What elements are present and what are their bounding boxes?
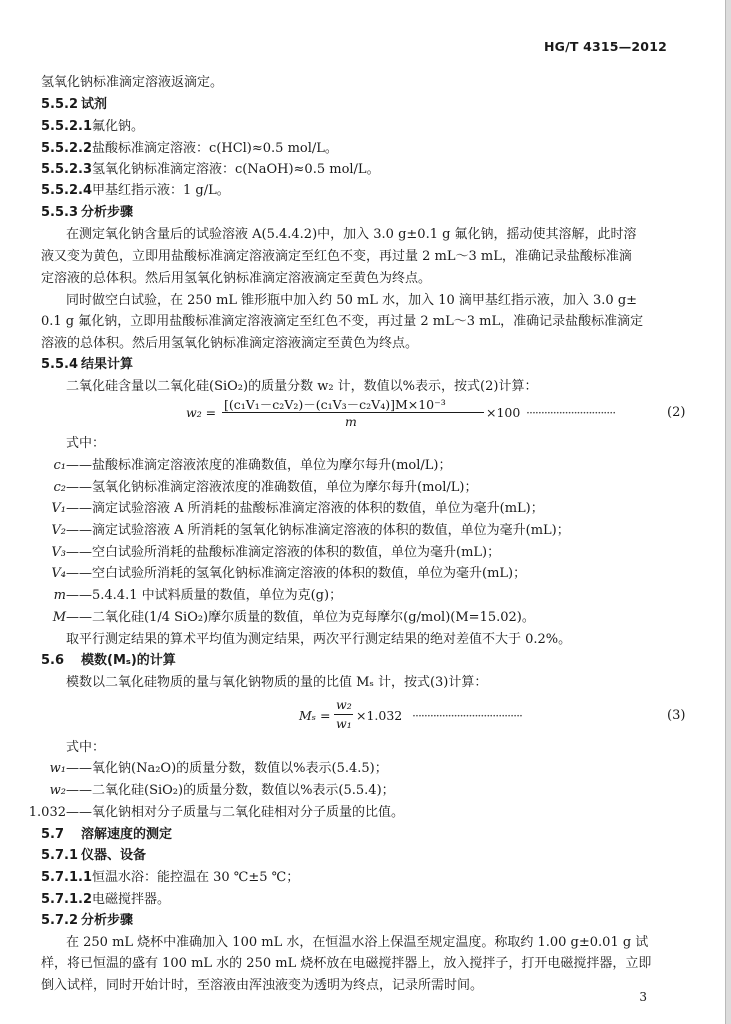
definition-m: m——5.4.4.1 中试料质量的数值，单位为克(g)； (53, 588, 343, 603)
clause-5-7-1-1: 5.7.1.1恒温水浴：能控温在 30 ℃±5 ℃； (41, 870, 300, 885)
definition-c1: c₁——盐酸标准滴定溶液浓度的准确数值，单位为摩尔每升(mol/L)； (53, 458, 452, 473)
standard-code: HG/T 4315—2012 (543, 39, 667, 54)
eq2-leader-dots: ······························ (526, 405, 616, 420)
paragraph-line: 液又变为黄色，立即用盐酸标准滴定溶液滴定至红色不变，再过量 2 mL～3 mL，准确记录盐酸标准滴 (41, 249, 632, 264)
section-heading-5-5-4: 5.5.4 结果计算 (41, 357, 134, 372)
paragraph-line: 样，将已恒温的盛有 100 mL 水的 250 mL 烧杯放在电磁搅拌器上，放入搅拌子，打开电磁搅拌器，立即 (41, 956, 652, 971)
definition-ratio: 1.032——氧化钠相对分子质量与二氧化硅相对分子质量的比值。 (28, 805, 405, 820)
eq2-fraction-bar (222, 412, 484, 413)
clause-5-7-1-2: 5.7.1.2电磁搅拌器。 (41, 892, 171, 907)
eq2-number: (2) (667, 405, 686, 420)
paragraph-line: 在测定氧化钠含量后的试验溶液 A(5.4.4.2)中，加入 3.0 g±0.1 g 氟化钠，摇动使其溶解，此时溶 (66, 227, 637, 242)
paragraph-line: 模数以二氧化硅物质的量与氧化钠物质的量的比值 Mₛ 计，按式(3)计算： (66, 675, 488, 690)
page-number: 3 (639, 990, 647, 1004)
definition-w2: w₂——二氧化硅(SiO₂)的质量分数，数值以%表示(5.5.4)； (49, 783, 395, 798)
eq2-lhs: w₂ = (186, 405, 217, 420)
eq3-leader-dots: ····································· (412, 708, 523, 723)
clause-5-5-2-2: 5.5.2.2盐酸标准滴定溶液：c(HCl)≈0.5 mol/L。 (41, 141, 338, 156)
definition-v1: V₁——滴定试验溶液 A 所消耗的盐酸标准滴定溶液的体积的数值，单位为毫升(mL)； (51, 501, 544, 516)
definition-w1: w₁——氧化钠(Na₂O)的质量分数，数值以%表示(5.4.5)； (49, 761, 388, 776)
eq3-denominator: w₁ (336, 716, 352, 731)
text-line: 氢氧化钠标准滴定溶液返滴定。 (41, 75, 224, 90)
definition-molar-mass: M——二氧化硅(1/4 SiO₂)摩尔质量的数值，单位为克每摩尔(g/mol)(M=15.02)。 (52, 610, 535, 625)
eq3-numerator: w₂ (336, 697, 352, 712)
clause-5-5-2-1: 5.5.2.1氟化钠。 (41, 119, 145, 134)
paragraph-line: 在 250 mL 烧杯中准确加入 100 mL 水，在恒温水浴上保温至规定温度。称取约 1.00 g±0.01 g 试 (66, 935, 649, 950)
section-heading-5-5-3: 5.5.3 分析步骤 (41, 205, 134, 220)
paragraph-line: 取平行测定结果的算术平均值为测定结果，两次平行测定结果的绝对差值不大于 0.2%。 (66, 632, 572, 647)
eq3-fraction-bar (334, 714, 353, 715)
paragraph-line: 二氧化硅含量以二氧化硅(SiO₂)的质量分数 w₂ 计，数值以%表示，按式(2)计算： (66, 379, 538, 394)
where-label: 式中： (66, 436, 106, 451)
section-heading-5-6: 5.6 模数(Mₛ)的计算 (41, 653, 176, 668)
section-heading-5-7-2: 5.7.2 分析步骤 (41, 913, 134, 928)
eq2-numerator: [(c₁V₁－c₂V₂)－(c₁V₃－c₂V₄)]M×10⁻³ (224, 397, 446, 412)
section-heading-5-7-1: 5.7.1 仪器、设备 (41, 848, 147, 863)
definition-v2: V₂——滴定试验溶液 A 所消耗的氢氧化钠标准滴定溶液的体积的数值，单位为毫升(mL)； (51, 523, 570, 538)
eq3-lhs: Mₛ = (299, 708, 331, 723)
definition-c2: c₂——氢氧化钠标准滴定溶液浓度的准确数值，单位为摩尔每升(mol/L)； (53, 480, 478, 495)
eq3-number: (3) (667, 708, 686, 723)
eq3-multiplier: ×1.032 (356, 708, 403, 723)
eq2-denominator: m (345, 414, 357, 429)
clause-5-5-2-4: 5.5.2.4甲基红指示液：1 g/L。 (41, 183, 230, 198)
where-label: 式中： (66, 740, 106, 755)
clause-5-5-2-3: 5.5.2.3氢氧化钠标准滴定溶液：c(NaOH)≈0.5 mol/L。 (41, 162, 380, 177)
section-heading-5-5-2: 5.5.2 试剂 (41, 97, 108, 112)
definition-v3: V₃——空白试验所消耗的盐酸标准滴定溶液的体积的数值，单位为毫升(mL)； (51, 545, 501, 560)
paragraph-line: 倒入试样，同时开始计时，至溶液由浑浊液变为透明为终点，记录所需时间。 (41, 978, 484, 993)
eq2-multiplier: ×100 (486, 405, 521, 420)
paragraph-line: 同时做空白试验，在 250 mL 锥形瓶中加入约 50 mL 水，加入 10 滴甲基红指示液，加入 3.0 g± (66, 293, 638, 308)
page-edge (726, 0, 731, 1024)
paragraph-line: 溶液的总体积。然后用氢氧化钠标准滴定溶液滴定至黄色为终点。 (41, 336, 419, 351)
paragraph-line: 0.1 g 氟化钠，立即用盐酸标准滴定溶液滴定至红色不变，再过量 2 mL～3 mL，准确记录盐酸标准滴定 (41, 314, 644, 329)
definition-v4: V₄——空白试验所消耗的氢氧化钠标准滴定溶液的体积的数值，单位为毫升(mL)； (51, 566, 527, 581)
section-heading-5-7: 5.7 溶解速度的测定 (41, 827, 173, 842)
paragraph-line: 定溶液的总体积。然后用氢氧化钠标准滴定溶液滴定至黄色为终点。 (41, 271, 432, 286)
